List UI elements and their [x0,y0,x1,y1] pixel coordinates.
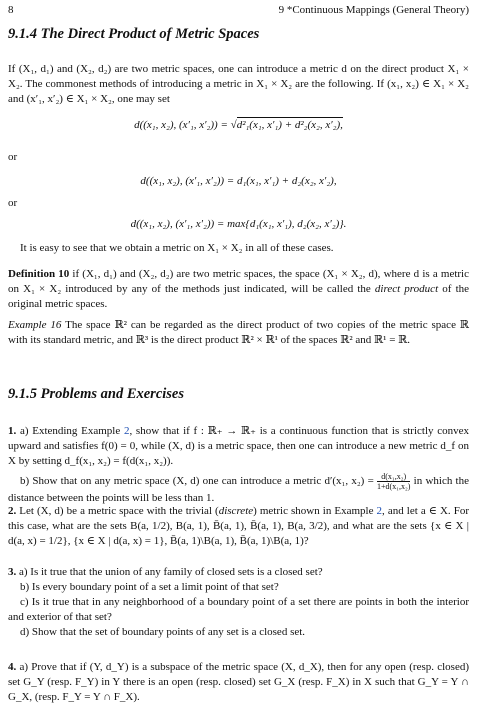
fraction-numerator: d(x₁,x₂) [377,472,410,482]
equation-max-metric: d((x₁, x₂), (x′₁, x′₂)) = max{d₁(x₁, x′₁), d₂(x₂, x′₂)}. [130,218,347,230]
problem-4 [8,660,469,705]
problem-2-term: discrete [218,505,254,517]
definition-tail: of the original metric spaces. [8,283,470,310]
problem-1b-post: in which the distance between the points will be less than 1. [8,475,469,504]
running-title: 9 *Continuous Mappings (General Theory) [278,4,469,16]
or-text-2: or [8,197,18,209]
equation-euclidean-metric [0,119,477,131]
problem-1-number: 1. [8,425,17,437]
fraction-denominator: 1+d(x₁,x₂) [377,482,411,491]
equation-sum-metric: d((x₁, x₂), (x′₁, x′₂)) = d₁(x₁, x′₁) + d₂(x₂, x′₂), [140,175,337,187]
problem-2-pre: Let (X, d) be a metric space with the trivial ( [16,505,219,517]
problem-2-number: 2. [8,505,17,517]
equation-euclidean-rhs: d²₁(x₁, x′₁) + d²₂(x₂, x′₂), [236,119,343,131]
problem-3a-text: a) Is it true that the union of any family of closed sets is a closed set? [16,566,323,578]
or-text-1: or [8,151,18,163]
problem-1a-post: , show that if f : ℝ₊ → ℝ₊ is a continuous function that is strictly convex upward and satisfies f(0) = 0, while (X, d) is a metric space, then one can introduce a new metric d_f on X by setting d_f(x₁, x₂) = f(d(x₁, x₂)). [8,425,469,467]
problem-3b: b) Is every boundary point of a set a limit point of that set? [20,581,279,593]
example-2-link[interactable]: 2 [123,425,130,437]
definition-text: if (X₁, d₁) and (X₂, d₂) are two metric spaces, the space (X₁ × X₂, d), where d is a metric on X₁ × X₂ introduced by any of the methods just indicated, will be called the [8,268,469,295]
definition-label: Definition 10 [8,268,70,280]
definition-paragraph [8,267,469,312]
fraction [377,472,410,491]
intro-paragraph: If (X₁, d₁) and (X₂, d₂) are two metric spaces, one can introduce a metric d on the direct product X₁ × X₂. The commonest methods of introducing a metric in X₁ × X₂ are the following. If (x₁, x₂) ∈ X₁ × X₂ and (x′₁, x′₂) ∈ X₁ × X₂, one may set [8,63,469,105]
problem-1b [8,472,469,506]
problem-4-number: 4. [8,661,17,673]
example-2-link-2[interactable]: 2 [376,505,383,517]
problem-1b-pre: b) Show that on any metric space (X, d) one can introduce a metric d′(x₁, x₂) = [20,475,378,488]
problem-2 [8,504,469,549]
example-text: The space ℝ² can be regarded as the direct product of two copies of the metric space ℝ with its standard metric, and ℝ³ is the direct product ℝ² × ℝ¹ of the spaces ℝ² and ℝ¹ = ℝ. [8,319,470,346]
problem-1a [8,424,469,469]
problem-4-text: a) Prove that if (Y, d_Y) is a subspace of the metric space (X, d_X), then for any open (resp. closed) set G_Y (resp. F_Y) in Y there is an open (resp. closed) set G_X (resp. F_X) in X such that G_Y = Y ∩ G_X, (resp. F_Y = Y ∩ F_X). [8,661,469,703]
conclusion-paragraph: It is easy to see that we obtain a metric on X₁ × X₂ in all of these cases. [20,242,334,254]
problem-3d: d) Show that the set of boundary points of any set is a closed set. [20,626,306,638]
problem-3a [8,565,469,580]
example-paragraph [8,318,469,348]
sqrt-icon: √ [230,119,237,131]
problem-3c: c) Is it true that in any neighborhood of a boundary point of a set there are points in both the interior and exterior of that set? [8,596,469,623]
problem-3-number: 3. [8,566,17,578]
section-title-direct-product: 9.1.4 The Direct Product of Metric Spaces [8,26,260,42]
page-number: 8 [8,4,14,16]
problem-2-post: , and let a ∈ X. For this case, what are the sets B(a, 1/2), B(a, 1), B̄(a, 1), B̄(a, 1), B(a, 3/2), and what are the sets {x ∈ X | d(a, x) = 1/2}, {x ∈ X | d(a, x) = 1}, B̄(a, 1)\B(a, 1), B̄(a, 1)\B(a, 1)? [8,505,469,547]
definition-term: direct product [374,283,439,295]
example-label: Example 16 [8,319,62,331]
equation-euclidean-lhs: d((x₁, x₂), (x′₁, x′₂)) = [134,119,231,131]
problem-2-mid: ) metric shown in Example [253,505,377,517]
problem-1a-pre: a) Extending Example [16,425,124,437]
section-title-problems: 9.1.5 Problems and Exercises [8,386,185,402]
